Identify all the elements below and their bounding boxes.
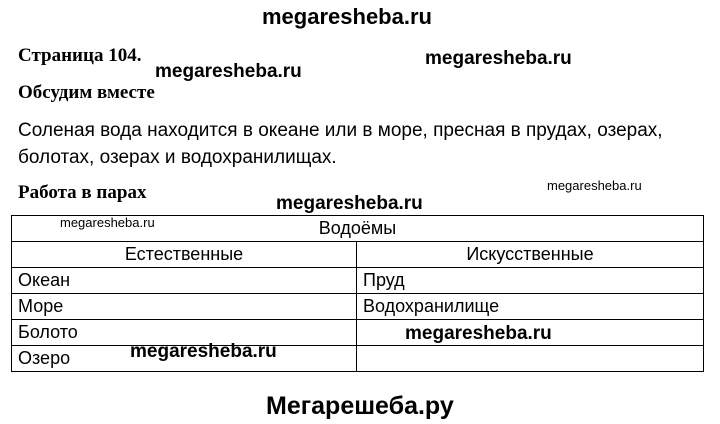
- table-header-row: [12, 242, 704, 268]
- table-row: [12, 268, 704, 294]
- section-heading-pairs: Работа в парах: [18, 182, 147, 203]
- water-bodies-table: [11, 215, 704, 372]
- table-cell: Пруд: [357, 268, 704, 294]
- section-heading-discuss: Обсудим вместе: [18, 82, 155, 103]
- table-row: [12, 320, 704, 346]
- watermark-top: megaresheba.ru: [262, 4, 432, 29]
- table-row: [12, 346, 704, 372]
- watermark: megaresheba.ru: [155, 61, 302, 82]
- watermark: megaresheba.ru: [405, 323, 552, 344]
- column-header-natural: Естественные: [12, 242, 357, 268]
- watermark: megaresheba.ru: [425, 48, 572, 69]
- table-row: [12, 294, 704, 320]
- watermark: megaresheba.ru: [276, 193, 423, 214]
- table-cell: Озеро: [12, 346, 357, 372]
- table-cell: Болото: [12, 320, 357, 346]
- table-caption-row: [12, 216, 704, 242]
- page-title: Страница 104.: [18, 45, 142, 66]
- watermark: megaresheba.ru: [60, 215, 155, 230]
- table-cell: [357, 346, 704, 372]
- table-caption: Водоёмы: [12, 216, 704, 242]
- table-cell: Водохранилище: [357, 294, 704, 320]
- table-cell: Море: [12, 294, 357, 320]
- watermark: megaresheba.ru: [547, 178, 642, 193]
- watermark: megaresheba.ru: [130, 341, 277, 362]
- column-header-artificial: Искусственные: [357, 242, 704, 268]
- footer-title: Мегарешеба.ру: [266, 392, 454, 420]
- paragraph-line-1: Соленая вода находится в океане или в море, пресная в прудах, озерах,: [18, 120, 663, 141]
- paragraph-line-2: болотах, озерах и водохранилищах.: [18, 147, 337, 168]
- table-cell: Океан: [12, 268, 357, 294]
